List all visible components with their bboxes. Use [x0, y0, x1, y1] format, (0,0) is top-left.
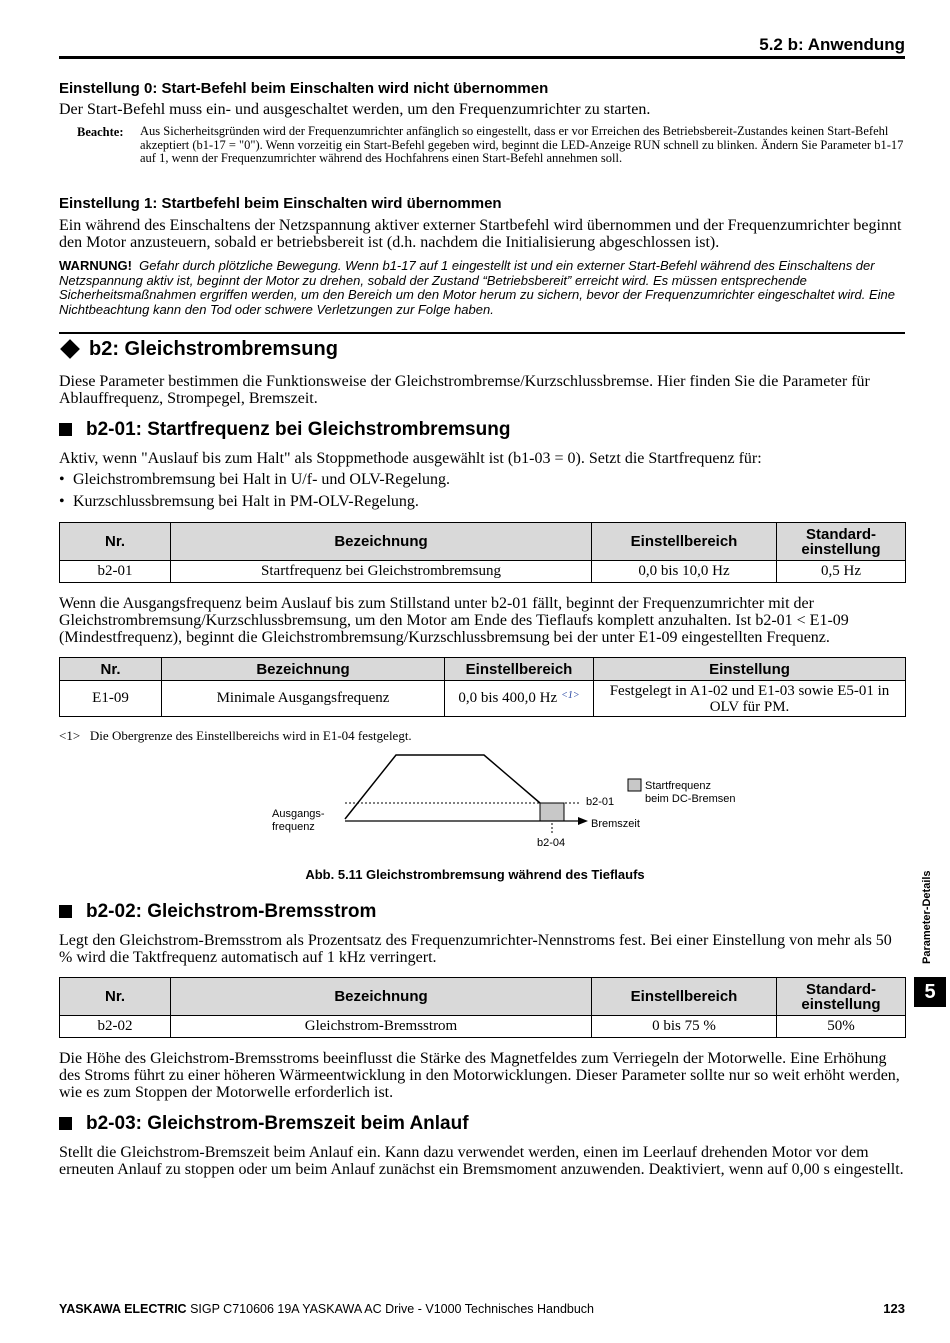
footnote-ref: <1>	[59, 728, 81, 743]
square-bullet-icon	[59, 1117, 72, 1130]
note-label: Beachte:	[77, 125, 124, 139]
col-header: Bezeichnung	[171, 523, 592, 561]
table-header-row	[60, 523, 906, 561]
b2-01-label: b2-01	[586, 796, 615, 808]
y-axis-label-line1: Ausgangs-	[272, 808, 325, 820]
col-header: Einstellbereich	[445, 658, 594, 681]
setting0-heading: Einstellung 0: Start-Befehl beim Einschalten wird nicht übernommen	[59, 80, 549, 97]
table-cell: Minimale Ausgangsfrequenz	[162, 681, 445, 717]
frequency-ramp	[345, 755, 540, 819]
table-cell: 0 bis 75 %	[592, 1016, 777, 1038]
side-tab-label-text: Parameter-Details	[921, 870, 933, 964]
col-header: Einstellung	[594, 658, 906, 681]
table-header-row	[60, 658, 906, 681]
y-axis-label-line2: frequenz	[272, 821, 315, 833]
setting1-text: Ein während des Einschaltens der Netzspannung aktiver externer Startbefehl wird übernommen und der Frequenzumrichter beginnt den Motor anzusteuern, sobald er betriebsbereit ist (d.h. nachdem die Initialisierung abgeschlossen ist).	[59, 217, 902, 251]
list-item: • Gleichstrombremsung bei Halt in U/f- und OLV-Regelung.	[59, 469, 450, 491]
table-cell: Gleichstrom-Bremsstrom	[171, 1016, 592, 1038]
b2-03-heading	[59, 1113, 469, 1135]
footer-brand: YASKAWA ELECTRIC	[59, 1302, 187, 1316]
b2-02-heading-text: b2-02: Gleichstrom-Bremsstrom	[86, 901, 377, 922]
b2-02-text: Legt den Gleichstrom-Bremsstrom als Prozentsatz des Frequenzumrichter-Nennstroms fest. Bei einer Einstellung von mehr als 50 % wird die Taktfrequenz automatisch auf 1 kHz verringert.	[59, 932, 892, 966]
table-cell: E1-09	[60, 681, 162, 717]
square-bullet-icon	[59, 423, 72, 436]
section-header: 5.2 b: Anwendung	[759, 35, 905, 54]
section-rule	[59, 332, 905, 334]
footnote-text: Die Obergrenze des Einstellbereichs wird in E1-04 festgelegt.	[89, 728, 412, 743]
table-row	[60, 1016, 906, 1038]
legend-swatch	[628, 779, 641, 791]
diamond-icon	[60, 339, 80, 359]
table-row	[60, 561, 906, 583]
deceleration-diagram	[0, 745, 950, 860]
b2-01-bullets	[59, 469, 450, 513]
setting0-text: Der Start-Befehl muss ein- und ausgeschaltet werden, um den Frequenzumrichter zu starten.	[59, 101, 651, 118]
col-header: Bezeichnung	[162, 658, 445, 681]
figure-caption: Abb. 5.11 Gleichstrombremsung während des Tieflaufs	[305, 867, 645, 882]
side-tab-label[interactable]	[918, 860, 934, 964]
col-header: Nr.	[60, 978, 171, 1016]
table-cell: 50%	[777, 1016, 906, 1038]
col-header: Standard- einstellung	[777, 523, 906, 561]
warning-block	[59, 259, 905, 317]
b2-03-heading-text: b2-03: Gleichstrom-Bremszeit beim Anlauf	[86, 1113, 469, 1134]
page-number: 123	[883, 1301, 905, 1316]
col-header: Standard- einstellung	[777, 978, 906, 1016]
warning-label: WARNUNG!	[59, 258, 132, 273]
range-value: 0,0 bis 400,0 Hz	[458, 690, 558, 706]
b2-01-text2: Wenn die Ausgangsfrequenz beim Auslauf bis zum Stillstand unter b2-01 fällt, beginnt der Frequenzumrichter mit der Gleichstrombremsung/Kurzschlussbremsung, um den Motor am Ende des Tieflaufs komplett anzuhalten. Ist b2-01 < E1-09 (Mindestfrequenz), beginnt die Gleichstrombremsung/Kurzschlussbremsung bei der unter E1-09 eingestellten Frequenz.	[59, 595, 849, 646]
b2-01-table	[59, 522, 906, 583]
b2-02-heading	[59, 901, 376, 923]
header-rule	[59, 56, 905, 59]
table-header-row	[60, 978, 906, 1016]
table-row	[60, 681, 906, 717]
col-header: Bezeichnung	[171, 978, 592, 1016]
setting1-heading: Einstellung 1: Startbefehl beim Einschalten wird übernommen	[59, 195, 502, 212]
table-cell: Startfrequenz bei Gleichstrombremsung	[171, 561, 592, 583]
warning-text: Gefahr durch plötzliche Bewegung. Wenn b1-17 auf 1 eingestellt ist und ein externer Start-Befehl während des Einschaltens der Netzspannung aktiv ist, beginnt der Motor zu drehen, sobald der Zustand “Betriebsbereit” erreicht wird. Es müssen entsprechende Sicherheitsmaßnahmen ergriffen werden, um den Bereich um den Motor herum zu sichern, bevor der Frequenzumrichter eingeschaltet wird. Eine Nichtbeachtung kann den Tod oder schwere Verletzungen zur Folge haben.	[59, 258, 896, 317]
col-header: Einstellbereich	[592, 523, 777, 561]
table-cell: Festgelegt in A1-02 und E1-03 sowie E5-01 in OLV für PM.	[594, 681, 906, 717]
table-cell: 0,5 Hz	[777, 561, 906, 583]
time-axis-arrow	[578, 817, 588, 825]
b2-02-text2: Die Höhe des Gleichstrom-Bremsstroms beeinflusst die Stärke des Magnetfeldes zum Verriegeln der Motorwelle. Eine Erhöhung des Stroms führt zu einer höheren Wärmeentwicklung in den Motorwicklungen. Dieser Parameter sollte nur so weit erhöht werden, wie es zum Stoppen der Motorwelle erforderlich ist.	[59, 1050, 900, 1101]
chapter-tab[interactable]: 5	[914, 977, 946, 1007]
b2-04-label: b2-04	[537, 837, 566, 849]
b2-section-heading	[59, 338, 338, 361]
b2-intro: Diese Parameter bestimmen die Funktionsweise der Gleichstrombremse/Kurzschlussbremse. Hier finden Sie die Parameter für Ablauffrequenz, Strompegel, Bremszeit.	[59, 373, 870, 407]
footer-doc	[59, 1302, 594, 1316]
b2-heading-text: b2: Gleichstrombremsung	[89, 338, 338, 360]
table-cell	[445, 681, 594, 717]
dc-brake-region	[540, 803, 564, 821]
footer-doc-title: SIGP C710606 19A YASKAWA AC Drive - V1000 Technisches Handbuch	[190, 1302, 595, 1316]
footnote	[59, 728, 412, 744]
b2-01-text: Aktiv, wenn "Auslauf bis zum Halt" als Stoppmethode ausgewählt ist (b1-03 = 0). Setzt die Startfrequenz für:	[59, 450, 762, 467]
b2-01-heading-text: b2-01: Startfrequenz bei Gleichstrombremsung	[86, 419, 511, 440]
table-cell: b2-01	[60, 561, 171, 583]
list-item: • Kurzschlussbremsung bei Halt in PM-OLV-Regelung.	[59, 491, 450, 513]
col-header: Nr.	[60, 523, 171, 561]
legend-line2: beim DC-Bremsen	[645, 793, 736, 805]
e1-09-table	[59, 657, 906, 717]
col-header: Nr.	[60, 658, 162, 681]
b2-02-table	[59, 977, 906, 1038]
b2-01-heading	[59, 419, 510, 441]
note-text: Aus Sicherheitsgründen wird der Frequenzumrichter anfänglich so eingestellt, dass er vor Erreichen des Betriebsbereit-Zustandes keinen Start-Befehl akzeptiert (b1-17 = "0"). Wenn vorzeitig ein Start-Befehl gegeben wird, beginnt die LED-Anzeige RUN schnell zu blinken. Ändern Sie Parameter b1-17 auf 1, wenn der Frequenzumrichter während des Hochfahrens einen Start-Befehl annehmen soll.	[140, 124, 904, 165]
b2-03-text: Stellt die Gleichstrom-Bremszeit beim Anlauf ein. Kann dazu verwendet werden, einen im Leerlauf drehenden Motor vor dem erneuten Anlauf zu stoppen oder um beim Anlauf zunächst ein Bremsmoment anzuwenden. Deaktiviert, wenn auf 0,00 s eingestellt.	[59, 1144, 904, 1178]
legend-line1: Startfrequenz	[645, 780, 712, 792]
time-label: Bremszeit	[591, 818, 640, 830]
square-bullet-icon	[59, 905, 72, 918]
footnote-ref-link[interactable]: <1>	[561, 690, 580, 701]
table-cell: b2-02	[60, 1016, 171, 1038]
col-header: Einstellbereich	[592, 978, 777, 1016]
table-cell: 0,0 bis 10,0 Hz	[592, 561, 777, 583]
